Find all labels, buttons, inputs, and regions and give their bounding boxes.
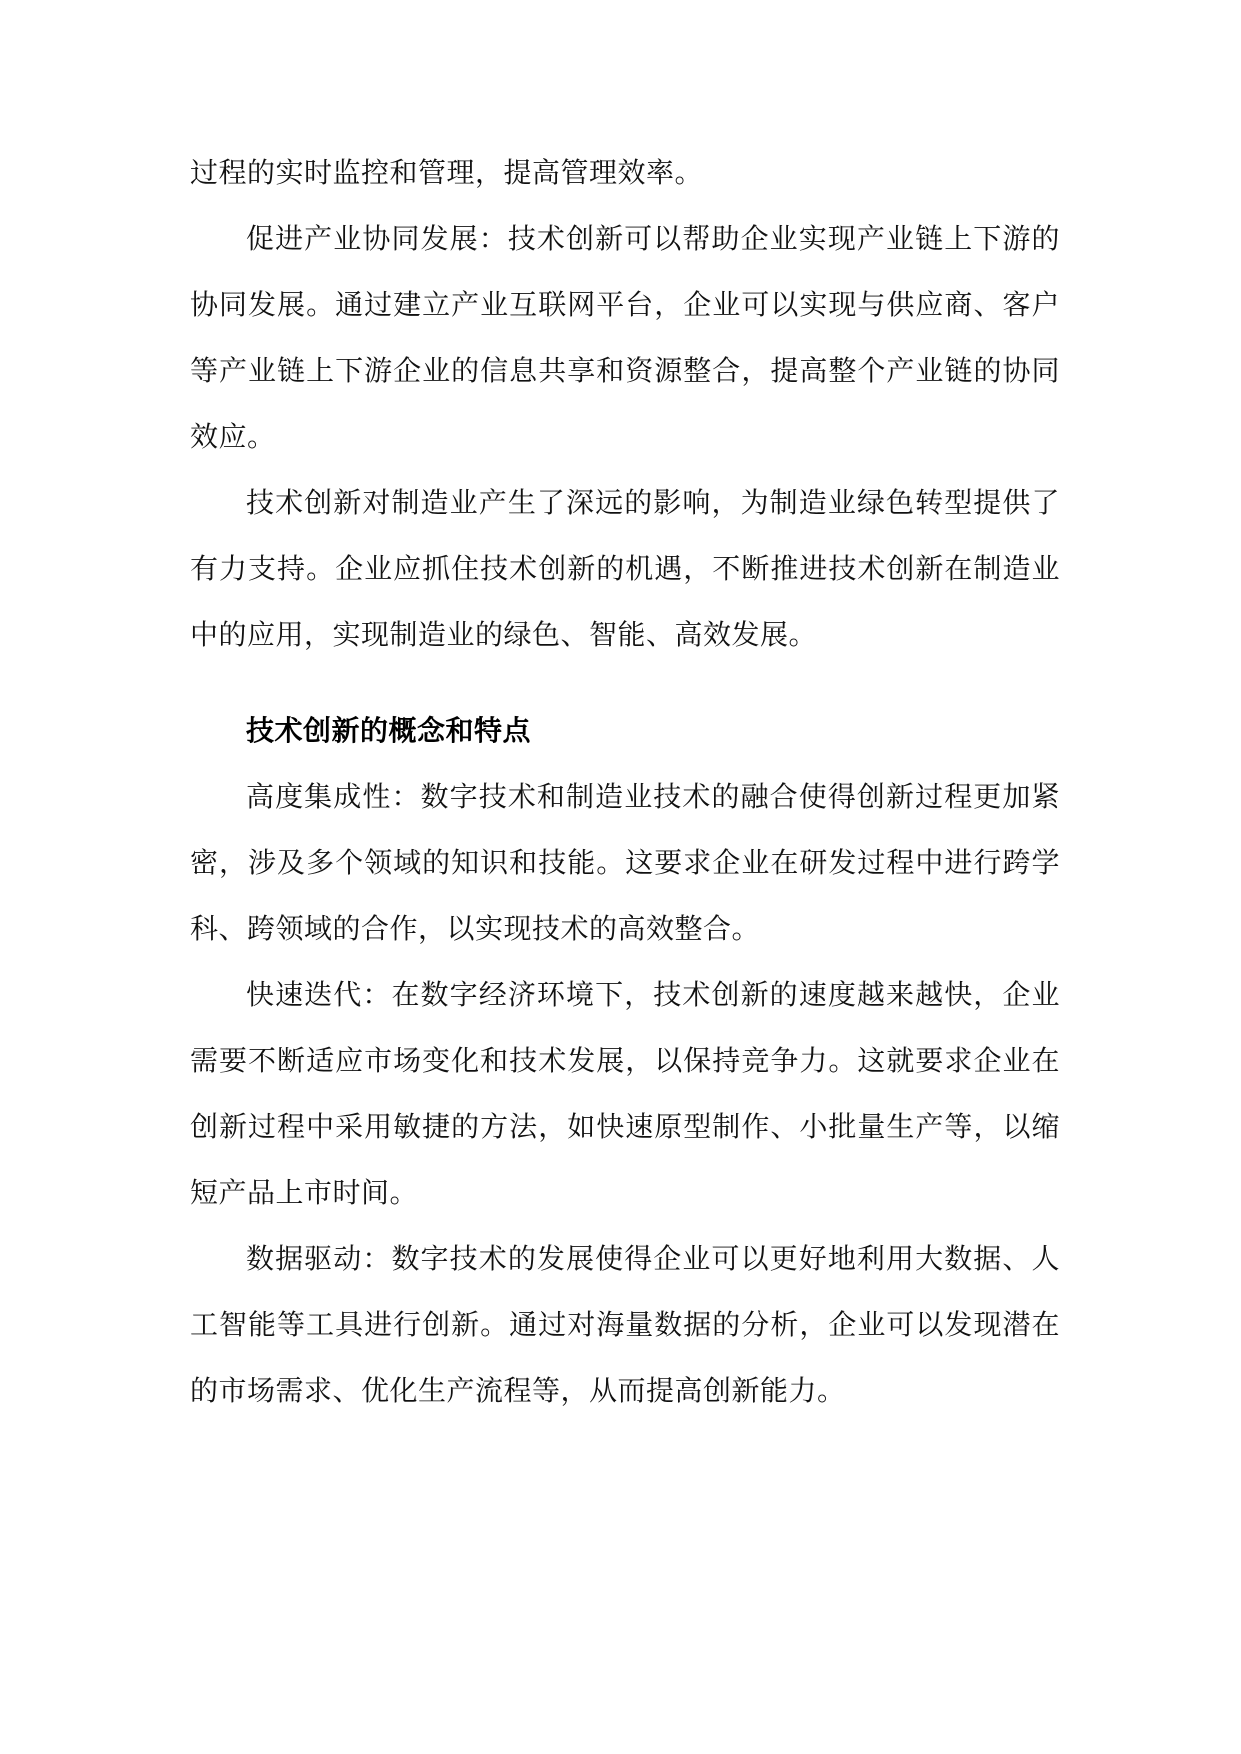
section-heading: 技术创新的概念和特点 <box>246 714 532 747</box>
paragraph-manufacturing-impact: 技术创新对制造业产生了深远的影响，为制造业绿色转型提供了有力支持。企业应抓住技术创新的机遇，不断推进技术创新在制造业中的应用，实现制造业的绿色、智能、高效发展。 <box>190 486 1060 651</box>
paragraph-high-integration: 高度集成性：数字技术和制造业技术的融合使得创新过程更加紧密，涉及多个领域的知识和技能。这要求企业在研发过程中进行跨学科、跨领域的合作，以实现技术的高效整合。 <box>190 780 1060 945</box>
document-body <box>190 140 1060 1424</box>
paragraph-rapid-iteration: 快速迭代：在数字经济环境下，技术创新的速度越来越快，企业需要不断适应市场变化和技术发展，以保持竞争力。这就要求企业在创新过程中采用敏捷的方法，如快速原型制作、小批量生产等，以缩短产品上市时间。 <box>190 978 1060 1209</box>
paragraph-continuation: 过程的实时监控和管理，提高管理效率。 <box>190 156 704 189</box>
paragraph-data-driven: 数据驱动：数字技术的发展使得企业可以更好地利用大数据、人工智能等工具进行创新。通过对海量数据的分析，企业可以发现潜在的市场需求、优化生产流程等，从而提高创新能力。 <box>190 1242 1060 1407</box>
paragraph-industry-collaboration: 促进产业协同发展：技术创新可以帮助企业实现产业链上下游的协同发展。通过建立产业互联网平台，企业可以实现与供应商、客户等产业链上下游企业的信息共享和资源整合，提高整个产业链的协同效应。 <box>190 222 1060 453</box>
